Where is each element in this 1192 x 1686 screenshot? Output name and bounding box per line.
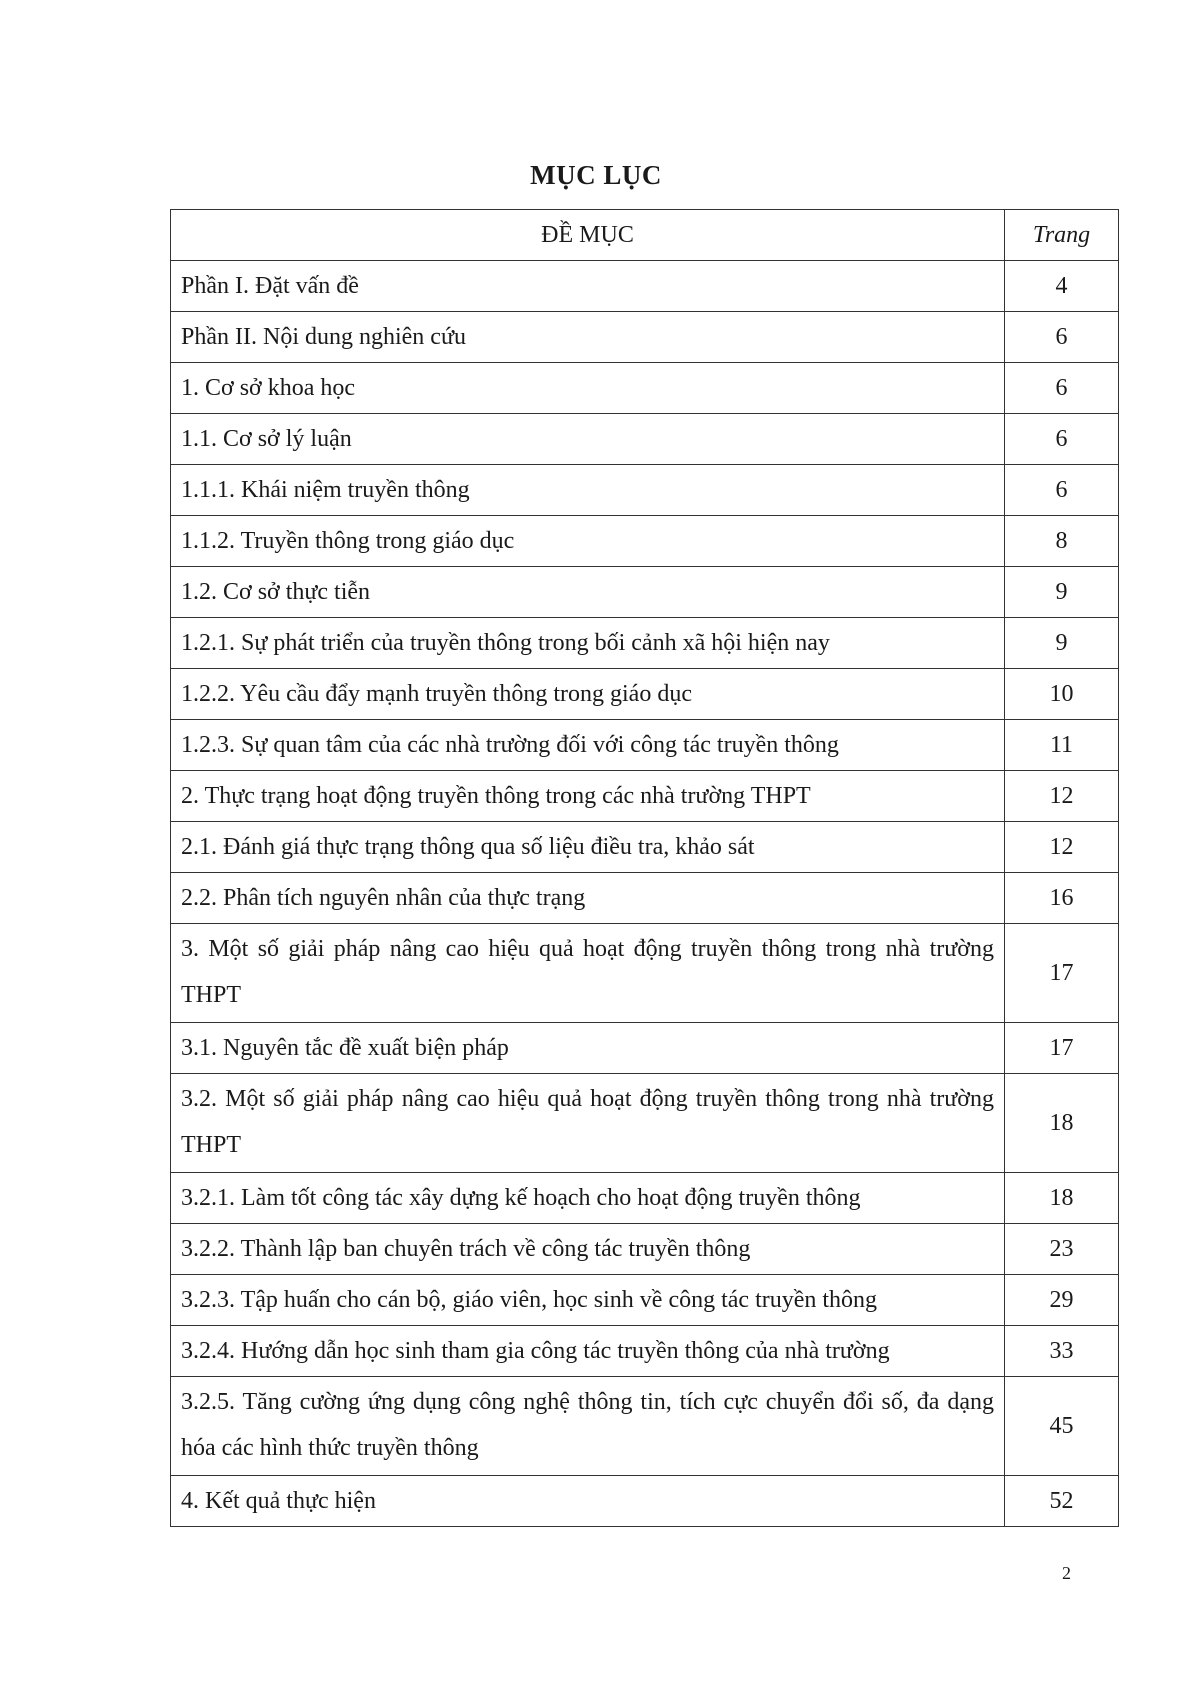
toc-entry-page: 12 [1005, 822, 1119, 873]
toc-entry-title: 1.2. Cơ sở thực tiễn [171, 567, 1005, 618]
toc-row [171, 363, 1119, 414]
toc-row [171, 1173, 1119, 1224]
toc-entry-title: 3.1. Nguyên tắc đề xuất biện pháp [171, 1023, 1005, 1074]
toc-row [171, 516, 1119, 567]
toc-entry-title: 1.1.1. Khái niệm truyền thông [171, 465, 1005, 516]
toc-entry-title: 3.2.1. Làm tốt công tác xây dựng kế hoạch cho hoạt động truyền thông [171, 1173, 1005, 1224]
toc-entry-page: 45 [1005, 1377, 1119, 1476]
toc-row [171, 822, 1119, 873]
toc-row [171, 1023, 1119, 1074]
toc-table [170, 209, 1119, 1527]
toc-row [171, 1275, 1119, 1326]
toc-entry-page: 6 [1005, 363, 1119, 414]
toc-entry-title: 2.1. Đánh giá thực trạng thông qua số liệu điều tra, khảo sát [171, 822, 1005, 873]
toc-entry-title: 3.2.5. Tăng cường ứng dụng công nghệ thông tin, tích cực chuyển đổi số, đa dạng hóa các hình thức truyền thông [171, 1377, 1005, 1476]
toc-entry-title: 3.2. Một số giải pháp nâng cao hiệu quả hoạt động truyền thông trong nhà trường THPT [171, 1074, 1005, 1173]
page-number: 2 [1062, 1563, 1071, 1583]
toc-entry-page: 16 [1005, 873, 1119, 924]
toc-entry-title: 2.2. Phân tích nguyên nhân của thực trạng [171, 873, 1005, 924]
toc-entry-title: 3.2.3. Tập huấn cho cán bộ, giáo viên, học sinh về công tác truyền thông [171, 1275, 1005, 1326]
toc-row [171, 720, 1119, 771]
toc-row [171, 1476, 1119, 1527]
toc-entry-page: 29 [1005, 1275, 1119, 1326]
toc-entry-page: 17 [1005, 1023, 1119, 1074]
toc-row [171, 924, 1119, 1023]
toc-entry-title: 1.2.1. Sự phát triển của truyền thông trong bối cảnh xã hội hiện nay [171, 618, 1005, 669]
toc-entry-page: 52 [1005, 1476, 1119, 1527]
toc-entry-title: 3.2.2. Thành lập ban chuyên trách về công tác truyền thông [171, 1224, 1005, 1275]
toc-entry-page: 23 [1005, 1224, 1119, 1275]
toc-header-page: Trang [1005, 210, 1119, 261]
toc-row [171, 618, 1119, 669]
toc-row [171, 567, 1119, 618]
toc-row [171, 414, 1119, 465]
toc-row [171, 669, 1119, 720]
toc-row [171, 873, 1119, 924]
toc-entry-title: 1. Cơ sở khoa học [171, 363, 1005, 414]
toc-entry-title: 1.2.3. Sự quan tâm của các nhà trường đối với công tác truyền thông [171, 720, 1005, 771]
toc-entry-page: 6 [1005, 465, 1119, 516]
toc-entry-page: 4 [1005, 261, 1119, 312]
toc-entry-title: Phần II. Nội dung nghiên cứu [171, 312, 1005, 363]
toc-entry-title: 3.2.4. Hướng dẫn học sinh tham gia công tác truyền thông của nhà trường [171, 1326, 1005, 1377]
toc-entry-title: 4. Kết quả thực hiện [171, 1476, 1005, 1527]
toc-header-title: ĐỀ MỤC [171, 210, 1005, 261]
page-title: MỤC LỤC [530, 160, 662, 190]
toc-header-row [171, 210, 1119, 261]
toc-row [171, 312, 1119, 363]
toc-entry-page: 10 [1005, 669, 1119, 720]
toc-row [171, 1224, 1119, 1275]
toc-entry-title: 2. Thực trạng hoạt động truyền thông trong các nhà trường THPT [171, 771, 1005, 822]
toc-entry-title: 3. Một số giải pháp nâng cao hiệu quả hoạt động truyền thông trong nhà trường THPT [171, 924, 1005, 1023]
toc-entry-page: 6 [1005, 414, 1119, 465]
toc-entry-page: 9 [1005, 618, 1119, 669]
toc-entry-page: 12 [1005, 771, 1119, 822]
toc-row [171, 465, 1119, 516]
toc-entry-title: 1.2.2. Yêu cầu đẩy mạnh truyền thông trong giáo dục [171, 669, 1005, 720]
toc-entry-page: 9 [1005, 567, 1119, 618]
toc-entry-title: 1.1.2. Truyền thông trong giáo dục [171, 516, 1005, 567]
toc-entry-page: 8 [1005, 516, 1119, 567]
toc-entry-title: 1.1. Cơ sở lý luận [171, 414, 1005, 465]
toc-row [171, 1074, 1119, 1173]
toc-entry-title: Phần I. Đặt vấn đề [171, 261, 1005, 312]
toc-entry-page: 17 [1005, 924, 1119, 1023]
toc-row [171, 261, 1119, 312]
toc-entry-page: 11 [1005, 720, 1119, 771]
toc-entry-page: 33 [1005, 1326, 1119, 1377]
toc-entry-page: 6 [1005, 312, 1119, 363]
toc-entry-page: 18 [1005, 1173, 1119, 1224]
toc-row [171, 1377, 1119, 1476]
toc-entry-page: 18 [1005, 1074, 1119, 1173]
toc-row [171, 1326, 1119, 1377]
toc-row [171, 771, 1119, 822]
